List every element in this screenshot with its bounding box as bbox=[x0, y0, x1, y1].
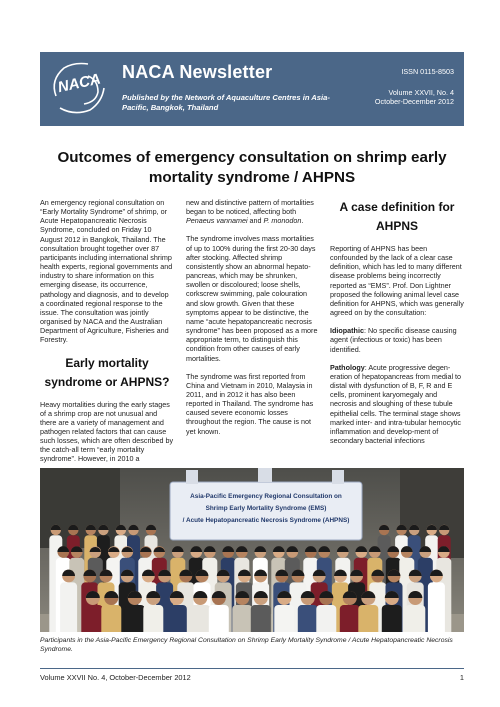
issn: ISSN 0115-8503 bbox=[401, 67, 454, 76]
idiopathic-paragraph bbox=[330, 326, 464, 353]
pathology-label: Pathology bbox=[330, 362, 365, 372]
species-end: . bbox=[301, 216, 304, 226]
participant-body bbox=[167, 605, 187, 632]
idiopathic-label: Idiopathic bbox=[330, 326, 364, 336]
newsletter-banner bbox=[40, 52, 464, 126]
species-paragraph bbox=[186, 198, 320, 225]
participant-body bbox=[340, 605, 360, 632]
page-number: 1 bbox=[459, 673, 464, 682]
participant-body bbox=[60, 582, 77, 632]
syndrome-spread-paragraph: The syndrome was first reported from China and Vietnam in 2010, Malaysia in 2011, and in 2012 it has also been reported in Thailand. The syndrome has caused severe economic losses throughout the region. The cause is not yet known. bbox=[186, 371, 314, 436]
participant-body bbox=[358, 605, 378, 632]
participant-body bbox=[209, 605, 229, 632]
participant-body bbox=[274, 605, 294, 632]
species-text: new and distinctive pattern of mortalities began to be noticed, affecting both bbox=[186, 198, 314, 217]
species-monodon: P. monodon bbox=[263, 216, 302, 226]
banner-line-1: Asia-Pacific Emergency Regional Consultation on bbox=[190, 493, 342, 500]
banner-line-3: / Acute Hepatopancreatic Necrosis Syndrome (AHPNS) bbox=[182, 517, 350, 524]
participant-body bbox=[125, 605, 145, 632]
column-2 bbox=[186, 198, 320, 445]
footer-rule bbox=[40, 668, 464, 669]
volume: Volume XXVII, No. 4 bbox=[388, 88, 454, 97]
participant-body bbox=[83, 605, 103, 632]
participant-body bbox=[405, 605, 425, 632]
participant-body bbox=[251, 605, 271, 632]
photo-caption: Participants in the Asia-Pacific Emergency Regional Consultation on Shrimp Early Mortality Syndrome / Acute Hepatopancreatic Necrosis Syndrome. bbox=[40, 637, 453, 653]
section-heading-early-mortality: Early mortality syndrome or AHPNS? bbox=[44, 355, 170, 389]
section-heading-case-definition: A case definition for AHPNS bbox=[339, 200, 455, 233]
newsletter-title: NACA Newsletter bbox=[122, 62, 273, 82]
naca-logo bbox=[44, 56, 114, 122]
pathology-paragraph bbox=[330, 363, 464, 445]
participant-body bbox=[298, 605, 318, 632]
issue-date: October-December 2012 bbox=[374, 97, 454, 106]
syndrome-description-paragraph: The syndrome involves mass mortalities of up to 100% during the first 20-30 days after stocking. Affected shrimp consistently show an abnormal hepato-pancreas, which may be shrunken, swollen or discoloured; loose shells, corkscrew swimming, pale colouration and slow growth. Given that these symptoms appear to be distinctive, the name “acute hepatopancreatic necrosis syndrome” has been proposed as a more appropriate term, to distinguish this condition from other causes of early mortalities. bbox=[186, 234, 318, 363]
species-vannamei: Penaeus vannamei bbox=[186, 216, 248, 226]
participant-body bbox=[101, 605, 121, 632]
participant-body bbox=[382, 605, 402, 632]
idiopathic-text: : No specific disease causing agent (infectious or toxic) has been identified. bbox=[330, 326, 457, 354]
newsletter-subtitle: Published by the Network of Aquaculture Centres in Asia-Pacific, Bangkok, Thailand bbox=[122, 93, 330, 112]
early-mortality-paragraph: Heavy mortalities during the early stages of a shrimp crop are not unusual and there are a variety of management and pathogen related factors that can cause such losses, which are often described by the catch-all term “early mortality syndrome”. However, in 2010 a bbox=[40, 399, 174, 464]
banner-line-2: Shrimp Early Mortality Syndrome (EMS) bbox=[205, 505, 327, 512]
column-3 bbox=[330, 198, 464, 454]
participant-body bbox=[316, 605, 336, 632]
pathology-text: : Acute progressive degen-eration of hepatopancreas from medial to distal with dysfunction of B, F, R and E cells, prominent karyomegaly and necrosis and sloughing of these tubule epithelial cells. The terminal stage shows marked inter- and intra-tubular hemocytic inflammation and develop-ment of secondary bacterial infections bbox=[330, 362, 462, 445]
participant-body bbox=[428, 582, 445, 632]
article-headline: Outcomes of emergency consultation on shrimp early mortality syndrome / AHPNS bbox=[57, 149, 447, 186]
group-photo bbox=[40, 468, 464, 632]
issue-info bbox=[344, 67, 454, 106]
intro-paragraph: An emergency regional consultation on “Early Mortality Syndrome” of shrimp, or Acute Hepatopancreatic Necrosis Syndrome, concluded on Friday 10 August 2012 in Bangkok, Thailand. The consultation brought together over 87 participants including international shrimp health experts, regional governments and industry to share information on this emerging disease, its occurrence, pathology and diagnosis, and to develop a coordinated regional response to the issue. The consultation was jointly organised by NACA and the Australian Department of Agriculture, Fisheries and Forestry. bbox=[40, 198, 173, 345]
participant-body bbox=[232, 605, 252, 632]
species-and: and bbox=[247, 216, 264, 226]
participant-body bbox=[143, 605, 163, 632]
participant-body bbox=[190, 605, 210, 632]
column-1 bbox=[40, 198, 174, 473]
group-photo-illustration bbox=[40, 468, 464, 632]
svg-text:NACA: NACA bbox=[56, 70, 103, 97]
footer-issue: Volume XXVII No. 4, October-December 2012 bbox=[40, 673, 191, 682]
case-definition-paragraph: Reporting of AHPNS has been confounded by the lack of a clear case definition, which has led to many different disease problems being incorrectly reported as “EMS”. Prof. Don Lightner proposed the following animal level case definition for AHPNS, which was generally agreed on by the consultation: bbox=[330, 244, 464, 318]
